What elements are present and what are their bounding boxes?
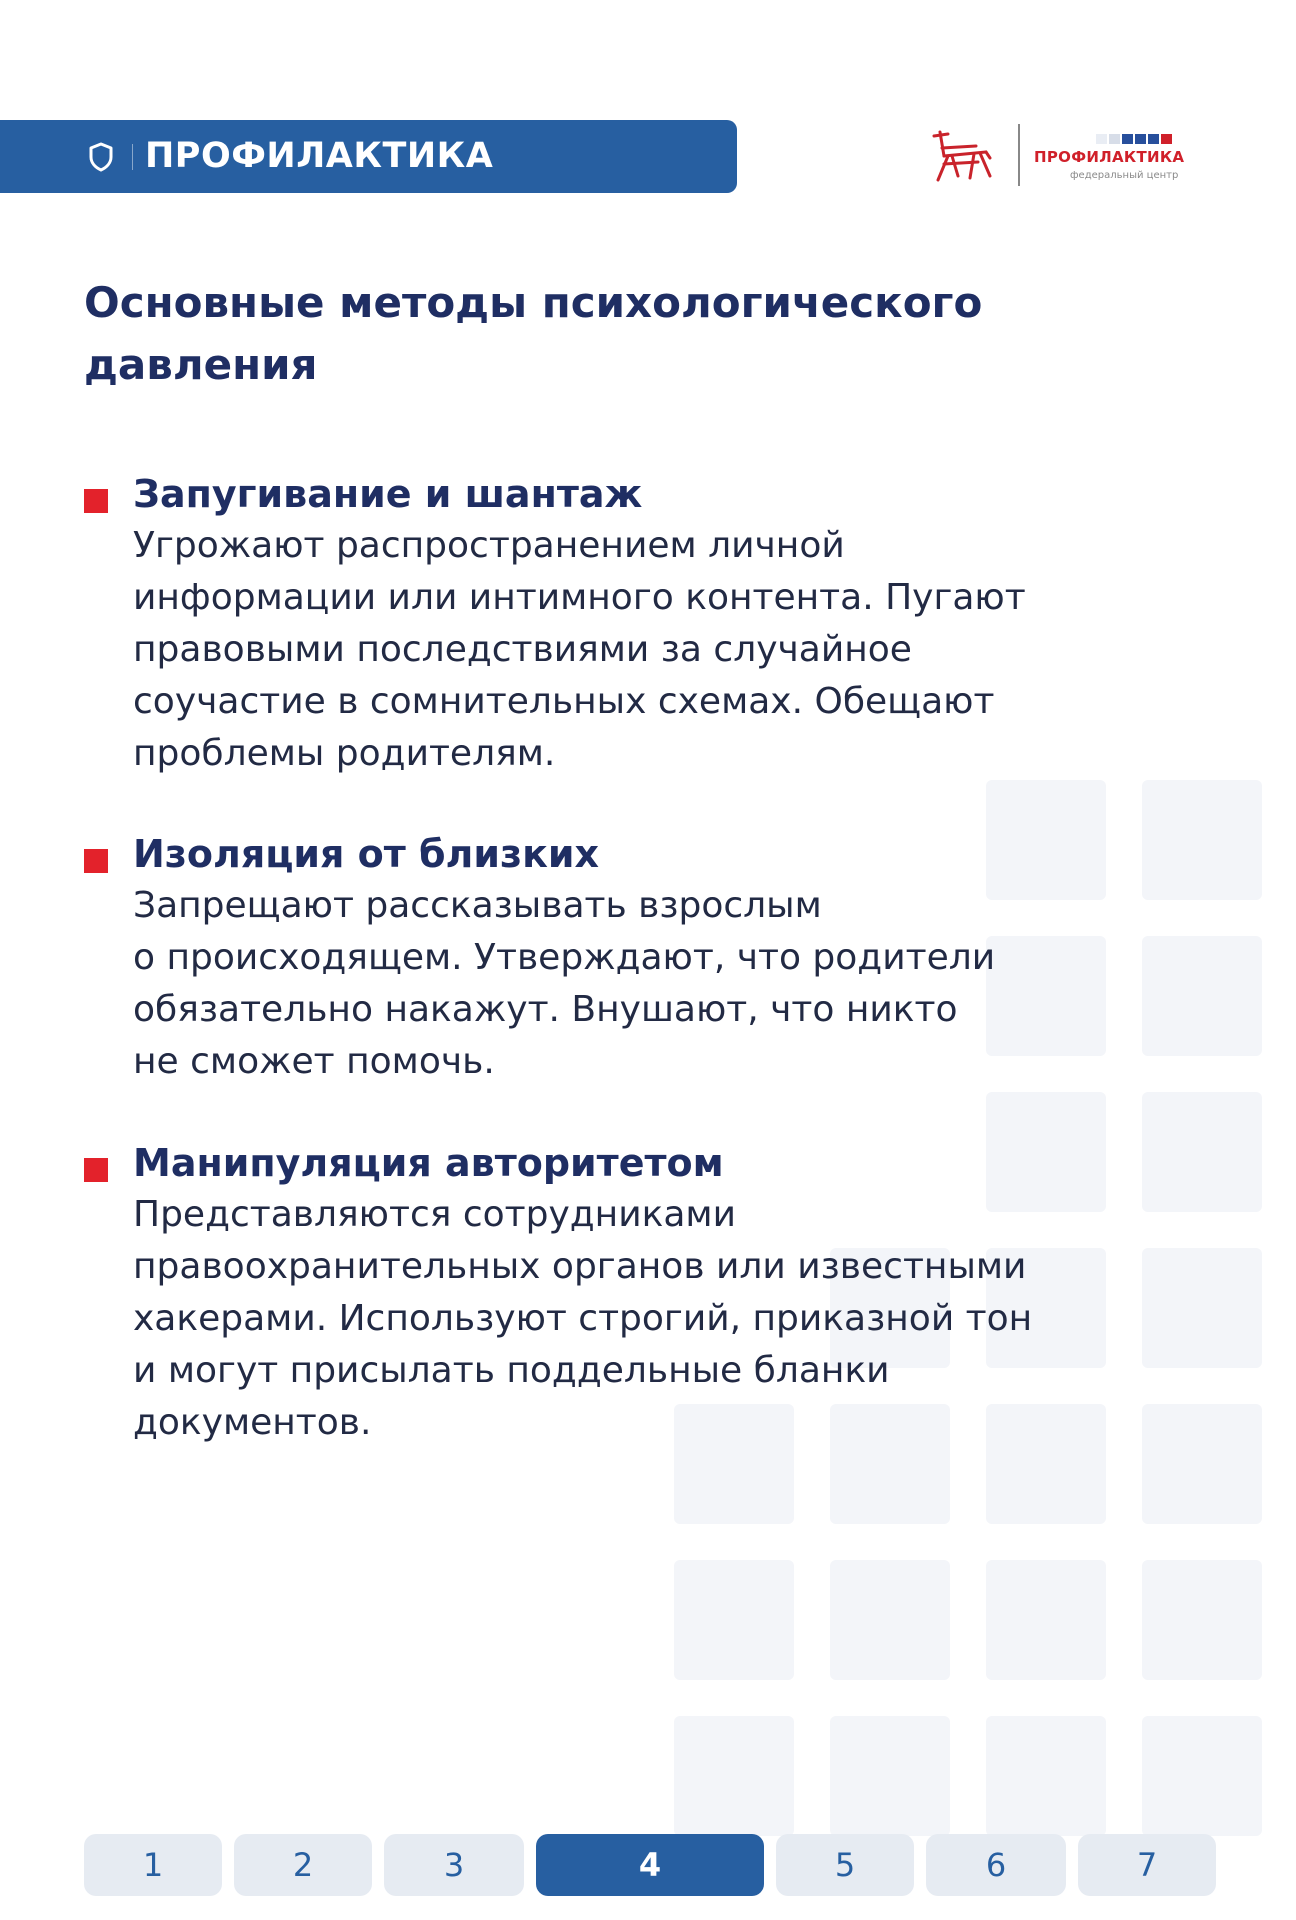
description-line: правовыми последствиями за случайное <box>133 629 912 670</box>
description-line: Представляются сотрудниками <box>133 1194 736 1235</box>
page-button-3[interactable]: 3 <box>384 1834 524 1896</box>
description-line: не сможет помочь. <box>133 1041 495 1082</box>
method-description <box>133 880 1223 1088</box>
logo-subtitle: федеральный центр <box>1070 170 1179 181</box>
shield-icon <box>88 142 114 172</box>
page-button-1[interactable]: 1 <box>84 1834 222 1896</box>
page-button-4-current[interactable]: 4 <box>536 1834 764 1896</box>
method-title: Запугивание и шантаж <box>133 472 643 516</box>
page-button-5[interactable]: 5 <box>776 1834 914 1896</box>
description-line: проблемы родителям. <box>133 733 556 774</box>
logo-name: ПРОФИЛАКТИКА <box>1034 148 1185 166</box>
method-title: Изоляция от близких <box>133 832 600 876</box>
description-line: документов. <box>133 1402 372 1443</box>
description-line: и могут присылать поддельные бланки <box>133 1350 890 1391</box>
page-title: Основные методы психологического давления <box>84 278 983 389</box>
logo-square <box>1122 134 1133 144</box>
method-description <box>133 1189 1223 1449</box>
logo-square <box>1148 134 1159 144</box>
header-title: ПРОФИЛАКТИКА <box>145 136 494 176</box>
pagination <box>0 1834 1296 1896</box>
header-divider <box>132 144 133 170</box>
method-title: Манипуляция авторитетом <box>133 1141 724 1185</box>
logo-square <box>1096 134 1107 144</box>
logo-divider <box>1018 124 1020 186</box>
logo-square <box>1135 134 1146 144</box>
description-line: Запрещают рассказывать взрослым <box>133 885 822 926</box>
page-button-2[interactable]: 2 <box>234 1834 372 1896</box>
page-button-6[interactable]: 6 <box>926 1834 1066 1896</box>
description-line: хакерами. Используют строгий, приказной тон <box>133 1298 1033 1339</box>
header-bar <box>0 120 737 193</box>
description-line: о происходящем. Утверждают, что родители <box>133 937 996 978</box>
bullet-square <box>84 1158 108 1182</box>
method-description <box>133 520 1223 780</box>
description-line: обязательно накажут. Внушают, что никто <box>133 989 958 1030</box>
description-line: правоохранительных органов или известными <box>133 1246 1027 1287</box>
chair-logo-icon <box>930 128 996 184</box>
federal-center-logo <box>930 120 1230 200</box>
bullet-square <box>84 489 108 513</box>
description-line: соучастие в сомнительных схемах. Обещают <box>133 681 995 722</box>
description-line: Угрожают распространением личной <box>133 525 845 566</box>
description-line: информации или интимного контента. Пугают <box>133 577 1026 618</box>
logo-color-squares <box>1096 134 1186 144</box>
logo-square <box>1161 134 1172 144</box>
bullet-square <box>84 849 108 873</box>
page-button-7[interactable]: 7 <box>1078 1834 1216 1896</box>
logo-square <box>1109 134 1120 144</box>
